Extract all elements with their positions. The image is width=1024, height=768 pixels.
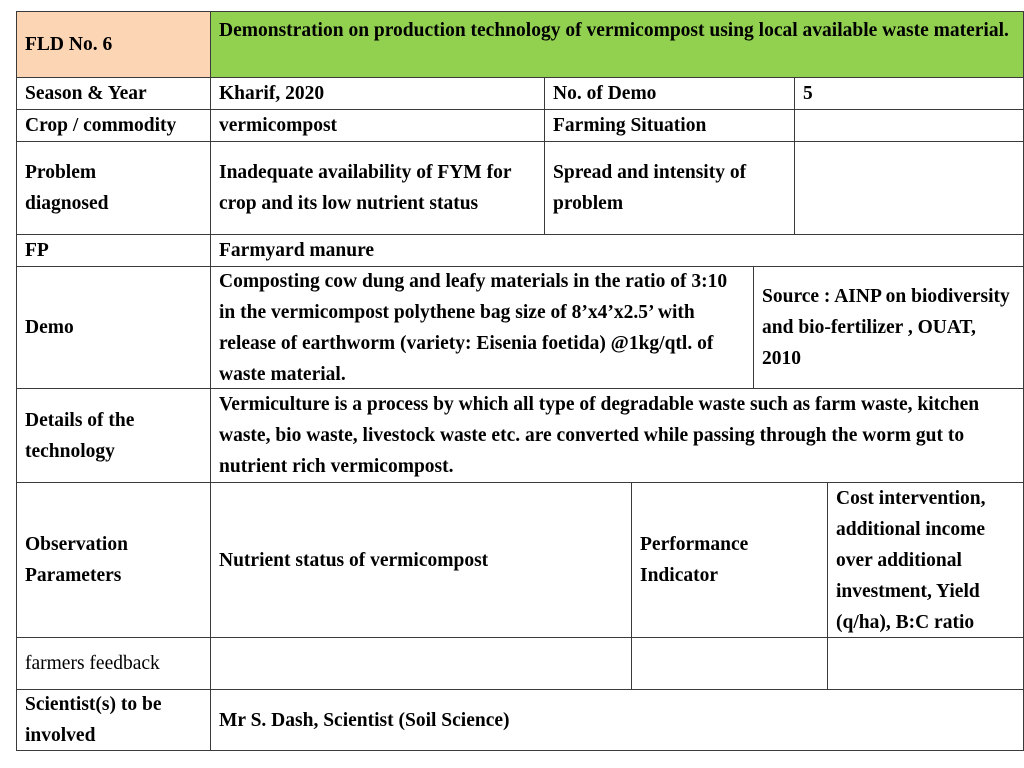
season-year-value: Kharif, 2020 <box>219 83 325 104</box>
spread-value-cell <box>795 142 1024 235</box>
crop-value: vermicompost <box>219 115 338 136</box>
header-title-cell <box>211 11 1024 78</box>
no-of-demo-label: No. of Demo <box>553 83 657 104</box>
feedback-value-cell-3 <box>828 638 1024 690</box>
scientist-value-cell <box>211 690 1024 751</box>
scientist-label-cell <box>16 690 211 751</box>
season-year-label: Season & Year <box>25 83 147 104</box>
observation-label-cell <box>16 483 211 638</box>
season-year-label-cell <box>16 78 211 110</box>
details-value: Vermiculture is a process by which all type of degradable waste such as farm waste, kitchen waste, bio waste, livestock waste etc. are converted while passing through the worm gut to nutrient rich vermicompost. <box>219 394 980 477</box>
performance-indicator-label: Performance Indicator <box>640 534 749 586</box>
fp-value: Farmyard manure <box>219 240 375 261</box>
demo-source-cell <box>754 267 1024 389</box>
farming-situation-label: Farming Situation <box>553 115 707 136</box>
demo-label: Demo <box>25 317 74 338</box>
fp-label: FP <box>25 240 49 261</box>
performance-indicator-value: Cost intervention, additional income over additional investment, Yield (q/ha), B:C ratio <box>836 487 986 633</box>
fp-value-cell <box>211 235 1024 267</box>
crop-label: Crop / commodity <box>25 115 177 136</box>
farming-situation-label-cell <box>545 110 795 142</box>
observation-value: Nutrient status of vermicompost <box>219 549 489 571</box>
no-of-demo-value-cell <box>795 78 1024 110</box>
fld-table <box>16 11 1024 751</box>
details-label: Details of the technology <box>25 409 135 462</box>
problem-label-cell <box>16 142 211 235</box>
feedback-value-cell-1 <box>211 638 632 690</box>
no-of-demo-label-cell <box>545 78 795 110</box>
farming-situation-value-cell <box>795 110 1024 142</box>
performance-indicator-value-cell <box>828 483 1024 638</box>
observation-value-cell <box>211 483 632 638</box>
problem-label: Problem diagnosed <box>25 162 109 214</box>
scientist-value: Mr S. Dash, Scientist (Soil Science) <box>219 709 510 731</box>
feedback-label: farmers feedback <box>25 653 160 674</box>
spread-label: Spread and intensity of problem <box>553 162 747 214</box>
details-value-cell <box>211 389 1024 483</box>
problem-value: Inadequate availability of FYM for crop and its low nutrient status <box>219 162 512 214</box>
fp-label-cell <box>16 235 211 267</box>
demo-label-cell <box>16 267 211 389</box>
header-label-cell <box>16 11 211 78</box>
demo-value-cell <box>211 267 754 389</box>
feedback-label-cell <box>16 638 211 690</box>
details-label-cell <box>16 389 211 483</box>
problem-value-cell <box>211 142 545 235</box>
fld-title: Demonstration on production technology of vermicompost using local available waste material. <box>219 20 1009 41</box>
demo-source: Source : AINP on biodiversity and bio-fertilizer , OUAT, 2010 <box>762 286 1010 369</box>
season-year-value-cell <box>211 78 545 110</box>
fld-number-label: FLD No. 6 <box>25 34 113 55</box>
observation-label: Observation Parameters <box>25 534 128 586</box>
no-of-demo-value: 5 <box>803 83 813 104</box>
performance-indicator-label-cell <box>632 483 828 638</box>
spread-label-cell <box>545 142 795 235</box>
feedback-value-cell-2 <box>632 638 828 690</box>
crop-value-cell <box>211 110 545 142</box>
crop-label-cell <box>16 110 211 142</box>
scientist-label: Scientist(s) to be involved <box>25 694 162 746</box>
demo-value: Composting cow dung and leafy materials in the ratio of 3:10 in the vermicompost polythene bag size of 8’x4’x2.5’ with release of earthworm (variety: Eisenia foetida) @1kg/qtl. of waste material. <box>219 270 728 385</box>
